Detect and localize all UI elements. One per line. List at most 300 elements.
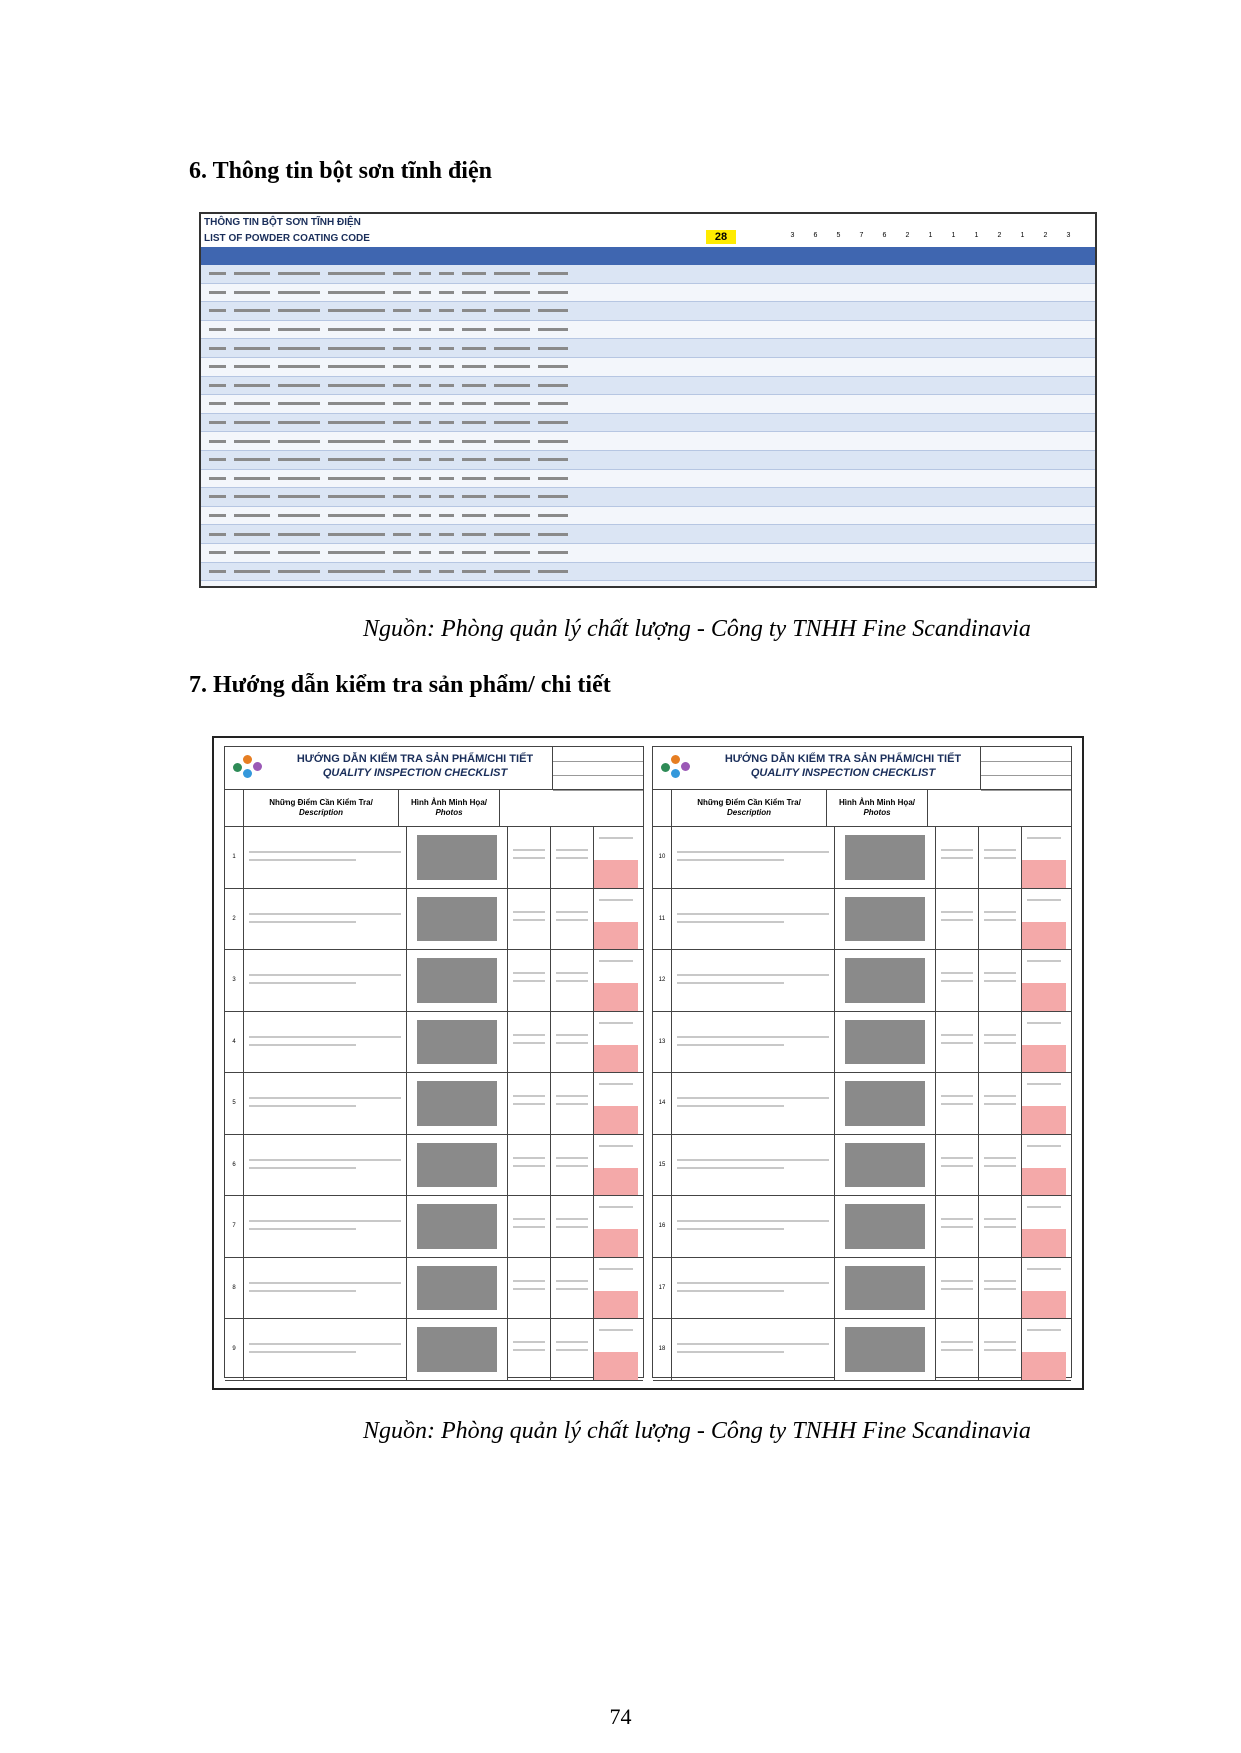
checklist-row [653, 889, 1071, 951]
sheet-cell-text [439, 477, 454, 480]
sheet-cell-text [278, 477, 320, 480]
sheet-cell-text [538, 495, 568, 498]
sheet-cell-text [209, 533, 226, 536]
row-tool [936, 950, 979, 1011]
row-number: 3 [225, 950, 244, 1011]
sheet-row [201, 451, 1095, 470]
sheet-cell-text [393, 533, 411, 536]
sheet-cell-text [439, 514, 454, 517]
sheet-title-vn: THÔNG TIN BỘT SƠN TĨNH ĐIỆN [204, 217, 361, 228]
row-number: 15 [653, 1135, 672, 1196]
sheet-cell-text [234, 533, 270, 536]
col-items-label: Những Điểm Cần Kiểm Tra/ Description [269, 798, 373, 817]
sheet-row [201, 414, 1095, 433]
sheet-cell-text [538, 309, 568, 312]
row-tool [508, 950, 551, 1011]
sheet-cell-text [393, 347, 411, 350]
sheet-cell-text [494, 440, 530, 443]
sheet-cell-text [328, 533, 385, 536]
row-requirement [979, 950, 1022, 1011]
checklist-row [225, 950, 643, 1012]
checklist-row [653, 1319, 1071, 1381]
sheet-cell-text [278, 309, 320, 312]
row-requirement [551, 1073, 594, 1134]
row-requirement [979, 1319, 1022, 1380]
sheet-row [201, 507, 1095, 526]
sheet-cell-text [494, 458, 530, 461]
row-number: 17 [653, 1258, 672, 1319]
row-requirement [551, 1196, 594, 1257]
sheet-cell-text [419, 272, 431, 275]
row-photo [835, 1258, 936, 1319]
sheet-row [201, 265, 1095, 284]
sheet-cell-text [462, 495, 486, 498]
sheet-cell-text [538, 402, 568, 405]
sheet-row [201, 470, 1095, 489]
sheet-cell-text [439, 347, 454, 350]
row-qc-level [594, 1012, 638, 1073]
checklist-title-en: QUALITY INSPECTION CHECKLIST [750, 767, 936, 779]
sheet-cell-text [538, 291, 568, 294]
sheet-row [201, 377, 1095, 396]
sheet-cell-text [234, 551, 270, 554]
sheet-cell-text [278, 328, 320, 331]
row-qc-level [1022, 889, 1066, 950]
sheet-cell-text [462, 365, 486, 368]
sheet-cell-text [393, 384, 411, 387]
sheet-cell-text [278, 291, 320, 294]
row-tool [508, 1135, 551, 1196]
sheet-cell-text [209, 514, 226, 517]
sheet-cell-text [439, 309, 454, 312]
row-tool [508, 1012, 551, 1073]
sheet-cell-text [538, 551, 568, 554]
row-requirement [979, 1196, 1022, 1257]
sheet-cell-text [419, 495, 431, 498]
row-number: 12 [653, 950, 672, 1011]
row-number: 5 [225, 1073, 244, 1134]
sheet-cell-text [494, 328, 530, 331]
row-qc-level [1022, 1319, 1066, 1380]
sheet-cell-text [393, 570, 411, 573]
row-description [672, 1135, 835, 1196]
row-qc-level [1022, 950, 1066, 1011]
sheet-cell-text [439, 440, 454, 443]
caption-1: Nguồn: Phòng quản lý chất lượng - Công ty TNHH Fine Scandinavia [363, 616, 1031, 642]
row-tool [936, 1196, 979, 1257]
sheet-cell-text [278, 458, 320, 461]
sheet-cell-text [419, 421, 431, 424]
sheet-cell-text [462, 440, 486, 443]
checklist-row [653, 1012, 1071, 1074]
sheet-cell-text [538, 477, 568, 480]
sheet-cell-text [278, 495, 320, 498]
checklist-column-header [653, 790, 1071, 827]
sheet-cell-text [234, 328, 270, 331]
row-qc-level [594, 1135, 638, 1196]
section-6-heading: 6. Thông tin bột sơn tĩnh điện [189, 158, 492, 184]
row-requirement [551, 889, 594, 950]
sheet-cell-text [234, 458, 270, 461]
row-description [672, 1012, 835, 1073]
checklist-row [225, 1012, 643, 1074]
row-number: 13 [653, 1012, 672, 1073]
sheet-cell-text [419, 458, 431, 461]
sheet-cell-text [439, 421, 454, 424]
sheet-cell-text [462, 347, 486, 350]
sheet-cell-text [393, 495, 411, 498]
checklist-row [653, 1258, 1071, 1320]
sheet-cell-text [234, 514, 270, 517]
col-photos-label: Hình Ảnh Minh Họa/ Photos [411, 798, 487, 817]
sheet-cell-text [494, 533, 530, 536]
row-photo [407, 889, 508, 950]
sheet-top-numbers: 3 6 5 7 6 2 1 1 1 2 1 2 3 [790, 232, 1071, 239]
sheet-cell-text [462, 402, 486, 405]
sheet-cell-text [494, 495, 530, 498]
sheet-cell-text [494, 402, 530, 405]
sheet-cell-text [494, 514, 530, 517]
checklist-row [225, 1073, 643, 1135]
row-photo [407, 1073, 508, 1134]
section-7-heading: 7. Hướng dẫn kiểm tra sản phẩm/ chi tiết [189, 672, 611, 698]
sheet-cell-text [462, 291, 486, 294]
sheet-cell-text [538, 570, 568, 573]
sheet-row [201, 544, 1095, 563]
row-qc-level [594, 1258, 638, 1319]
sheet-cell-text [462, 533, 486, 536]
row-qc-level [1022, 1258, 1066, 1319]
sheet-cell-text [234, 291, 270, 294]
checklist-row [653, 1196, 1071, 1258]
sheet-row [201, 358, 1095, 377]
row-photo [407, 950, 508, 1011]
sheet-cell-text [419, 347, 431, 350]
row-photo [407, 1012, 508, 1073]
sheet-row [201, 321, 1095, 340]
sheet-cell-text [278, 402, 320, 405]
sheet-cell-text [494, 384, 530, 387]
sheet-cell-text [328, 551, 385, 554]
checklist-column-header [225, 790, 643, 827]
sheet-title-en: LIST OF POWDER COATING CODE [204, 233, 370, 244]
row-number: 8 [225, 1258, 244, 1319]
row-requirement [551, 1319, 594, 1380]
sheet-cell-text [234, 347, 270, 350]
row-qc-level [1022, 1196, 1066, 1257]
sheet-cell-text [538, 421, 568, 424]
sheet-cell-text [393, 309, 411, 312]
sheet-cell-text [439, 533, 454, 536]
sheet-cell-text [278, 570, 320, 573]
row-tool [936, 1135, 979, 1196]
sheet-cell-text [278, 533, 320, 536]
checklist-panel-left [224, 746, 644, 1378]
sheet-cell-text [538, 365, 568, 368]
sheet-cell-text [234, 365, 270, 368]
row-photo [835, 1196, 936, 1257]
page-number: 74 [609, 1704, 632, 1729]
sheet-cell-text [328, 402, 385, 405]
sheet-cell-text [278, 347, 320, 350]
sheet-cell-text [328, 309, 385, 312]
sheet-cell-text [209, 384, 226, 387]
sheet-cell-text [278, 384, 320, 387]
checklist-row [225, 1135, 643, 1197]
row-photo [835, 1012, 936, 1073]
col-items-label: Những Điểm Cần Kiểm Tra/ Description [697, 798, 801, 817]
sheet-cell-text [209, 495, 226, 498]
sheet-count: 28 [706, 230, 736, 244]
row-photo [835, 827, 936, 888]
sheet-cell-text [439, 328, 454, 331]
sheet-cell-text [439, 458, 454, 461]
row-tool [936, 1319, 979, 1380]
sheet-cell-text [209, 570, 226, 573]
sheet-cell-text [494, 551, 530, 554]
row-photo [407, 1258, 508, 1319]
row-requirement [551, 827, 594, 888]
sheet-cell-text [209, 272, 226, 275]
row-description [244, 1258, 407, 1319]
sheet-cell-text [393, 328, 411, 331]
row-requirement [551, 1135, 594, 1196]
sheet-row [201, 432, 1095, 451]
row-photo [407, 1319, 508, 1380]
row-tool [508, 827, 551, 888]
sheet-cell-text [462, 477, 486, 480]
checklist-title [285, 752, 545, 780]
checklist-row [653, 1135, 1071, 1197]
sheet-cell-text [462, 514, 486, 517]
sheet-cell-text [328, 328, 385, 331]
sheet-cell-text [209, 365, 226, 368]
row-number: 9 [225, 1319, 244, 1380]
sheet-cell-text [419, 291, 431, 294]
row-requirement [979, 1135, 1022, 1196]
sheet-cell-text [462, 309, 486, 312]
sheet-cell-text [393, 514, 411, 517]
checklist-title [713, 752, 973, 780]
sheet-cell-text [494, 291, 530, 294]
sheet-cell-text [439, 495, 454, 498]
row-description [244, 1135, 407, 1196]
sheet-row [201, 284, 1095, 303]
sheet-cell-text [209, 402, 226, 405]
row-qc-level [594, 889, 638, 950]
sheet-row [201, 581, 1095, 588]
sheet-cell-text [209, 347, 226, 350]
sheet-cell-text [439, 272, 454, 275]
checklist-row [653, 827, 1071, 889]
sheet-row [201, 525, 1095, 544]
checklist-panel-right [652, 746, 1072, 1378]
row-description [244, 889, 407, 950]
row-description [244, 1196, 407, 1257]
sheet-cell-text [328, 347, 385, 350]
row-description [672, 1073, 835, 1134]
row-qc-level [1022, 1135, 1066, 1196]
sheet-cell-text [278, 551, 320, 554]
sheet-cell-text [328, 440, 385, 443]
sheet-cell-text [494, 309, 530, 312]
row-number: 16 [653, 1196, 672, 1257]
checklist-row [653, 1073, 1071, 1135]
sheet-cell-text [328, 514, 385, 517]
sheet-cell-text [462, 570, 486, 573]
sheet-cell-text [538, 458, 568, 461]
row-description [244, 1319, 407, 1380]
checklist-row [225, 889, 643, 951]
row-description [244, 950, 407, 1011]
sheet-cell-text [538, 533, 568, 536]
row-requirement [979, 827, 1022, 888]
sheet-cell-text [209, 440, 226, 443]
sheet-cell-text [234, 272, 270, 275]
row-tool [508, 1073, 551, 1134]
row-description [672, 1258, 835, 1319]
sheet-cell-text [209, 309, 226, 312]
sheet-cell-text [234, 421, 270, 424]
row-number: 14 [653, 1073, 672, 1134]
checklist-header [653, 747, 1071, 790]
sheet-cell-text [439, 384, 454, 387]
checklist-title-vn: HƯỚNG DẪN KIỂM TRA SẢN PHẨM/CHI TIẾT [724, 753, 962, 765]
row-qc-level [594, 1073, 638, 1134]
sheet-cell-text [393, 440, 411, 443]
sheet-cell-text [393, 272, 411, 275]
row-tool [936, 889, 979, 950]
sheet-cell-text [278, 440, 320, 443]
sheet-cell-text [393, 458, 411, 461]
checklist-row [225, 1258, 643, 1320]
sheet-cell-text [209, 291, 226, 294]
row-requirement [979, 1073, 1022, 1134]
row-number: 6 [225, 1135, 244, 1196]
sheet-cell-text [328, 477, 385, 480]
sheet-row [201, 339, 1095, 358]
row-tool [508, 1319, 551, 1380]
row-description [672, 950, 835, 1011]
sheet-rows [201, 265, 1095, 588]
sheet-cell-text [328, 495, 385, 498]
sheet-cell-text [419, 533, 431, 536]
sheet-cell-text [538, 328, 568, 331]
sheet-cell-text [439, 570, 454, 573]
row-photo [407, 827, 508, 888]
row-number: 10 [653, 827, 672, 888]
sheet-cell-text [419, 440, 431, 443]
row-tool [936, 1258, 979, 1319]
sheet-cell-text [419, 570, 431, 573]
sheet-cell-text [393, 477, 411, 480]
sheet-cell-text [328, 458, 385, 461]
row-qc-level [1022, 1012, 1066, 1073]
row-photo [407, 1135, 508, 1196]
row-photo [835, 1135, 936, 1196]
sheet-cell-text [234, 440, 270, 443]
checklist-header [225, 747, 643, 790]
row-qc-level [1022, 827, 1066, 888]
row-description [244, 827, 407, 888]
sheet-cell-text [419, 551, 431, 554]
checklist-title-vn: HƯỚNG DẪN KIỂM TRA SẢN PHẨM/CHI TIẾT [296, 753, 534, 765]
sheet-cell-text [328, 570, 385, 573]
sheet-row [201, 395, 1095, 414]
row-number: 11 [653, 889, 672, 950]
sheet-cell-text [419, 477, 431, 480]
caption-2: Nguồn: Phòng quản lý chất lượng - Công ty TNHH Fine Scandinavia [363, 1418, 1031, 1444]
sheet-cell-text [278, 514, 320, 517]
checklist-meta [980, 747, 1071, 789]
sheet-cell-text [494, 570, 530, 573]
row-description [672, 1319, 835, 1380]
row-photo [835, 889, 936, 950]
sheet-cell-text [234, 384, 270, 387]
checklist-row [653, 950, 1071, 1012]
sheet-cell-text [462, 551, 486, 554]
row-description [244, 1012, 407, 1073]
sheet-header-row [201, 247, 1095, 265]
sheet-cell-text [234, 477, 270, 480]
sheet-cell-text [278, 272, 320, 275]
sheet-cell-text [538, 384, 568, 387]
company-logo [661, 755, 701, 781]
sheet-cell-text [234, 570, 270, 573]
row-description [672, 889, 835, 950]
row-tool [508, 1196, 551, 1257]
row-tool [936, 827, 979, 888]
row-qc-level [594, 827, 638, 888]
sheet-cell-text [209, 551, 226, 554]
row-number: 7 [225, 1196, 244, 1257]
row-number: 2 [225, 889, 244, 950]
row-number: 18 [653, 1319, 672, 1380]
row-photo [407, 1196, 508, 1257]
sheet-cell-text [462, 458, 486, 461]
sheet-cell-text [419, 514, 431, 517]
row-requirement [979, 1258, 1022, 1319]
sheet-cell-text [462, 384, 486, 387]
row-description [244, 1073, 407, 1134]
sheet-cell-text [494, 477, 530, 480]
row-qc-level [594, 950, 638, 1011]
sheet-cell-text [419, 384, 431, 387]
row-tool [508, 1258, 551, 1319]
sheet-cell-text [328, 421, 385, 424]
row-description [672, 1196, 835, 1257]
row-description [672, 827, 835, 888]
sheet-cell-text [393, 421, 411, 424]
row-tool [936, 1073, 979, 1134]
sheet-cell-text [328, 272, 385, 275]
row-requirement [979, 889, 1022, 950]
sheet-cell-text [419, 328, 431, 331]
sheet-cell-text [439, 551, 454, 554]
sheet-cell-text [494, 421, 530, 424]
sheet-cell-text [462, 328, 486, 331]
sheet-cell-text [538, 272, 568, 275]
row-qc-level [1022, 1073, 1066, 1134]
sheet-row [201, 563, 1095, 582]
checklist-row [225, 827, 643, 889]
row-number: 4 [225, 1012, 244, 1073]
sheet-cell-text [439, 291, 454, 294]
sheet-cell-text [209, 477, 226, 480]
quality-checklist-image [212, 736, 1084, 1390]
sheet-cell-text [234, 495, 270, 498]
sheet-cell-text [419, 402, 431, 405]
